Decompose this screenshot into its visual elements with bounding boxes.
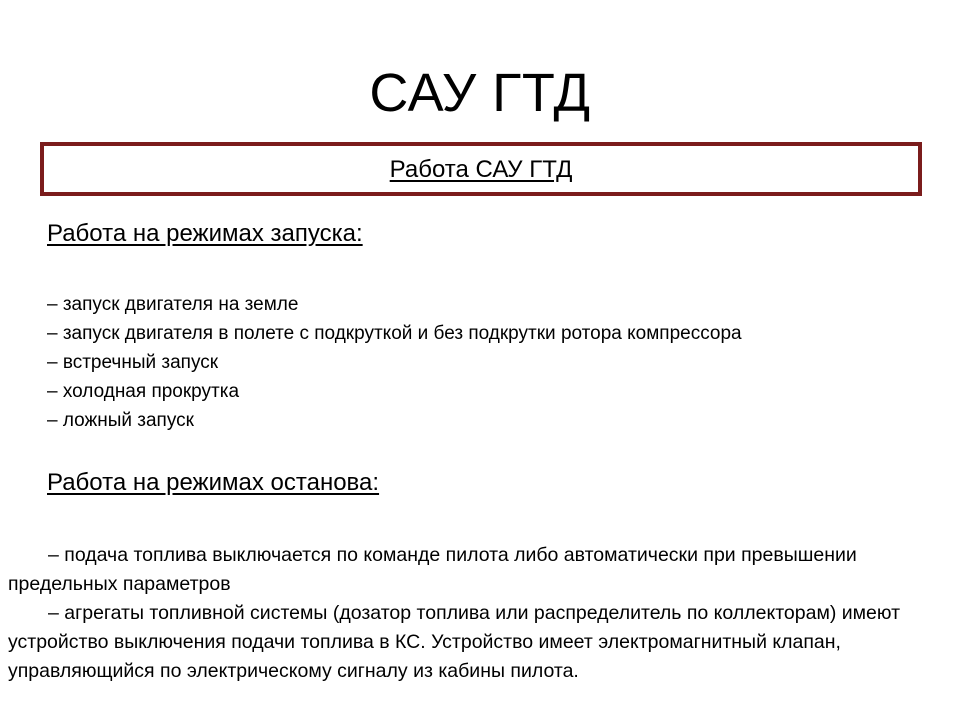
list-item: – ложный запуск	[47, 410, 194, 431]
slide-subtitle: Работа САУ ГТД	[389, 156, 573, 183]
subtitle-frame	[40, 142, 922, 196]
stop-modes-paragraph-fuel-units: – агрегаты топливной системы (дозатор топлива или распределитель по коллекторам) имеют устройство выключения подачи топлива в КС. Устройство имеет электромагнитный клапан, управляющийся по электрическому сигналу из кабины пилота.	[8, 602, 901, 682]
start-modes-heading: Работа на режимах запуска:	[47, 220, 363, 247]
slide-title: САУ ГТД	[369, 63, 591, 123]
list-item: – встречный запуск	[47, 352, 219, 373]
list-item: – холодная прокрутка	[47, 381, 240, 402]
list-item: – запуск двигателя в полете с подкруткой и без подкрутки ротора компрессора	[47, 323, 742, 344]
stop-modes-paragraph-fuel-cutoff: – подача топлива выключается по команде пилота либо автоматически при превышении предельных параметров	[8, 544, 857, 595]
list-item: – запуск двигателя на земле	[47, 294, 299, 315]
stop-modes-heading: Работа на режимах останова:	[47, 469, 380, 496]
start-modes-list	[47, 290, 742, 435]
